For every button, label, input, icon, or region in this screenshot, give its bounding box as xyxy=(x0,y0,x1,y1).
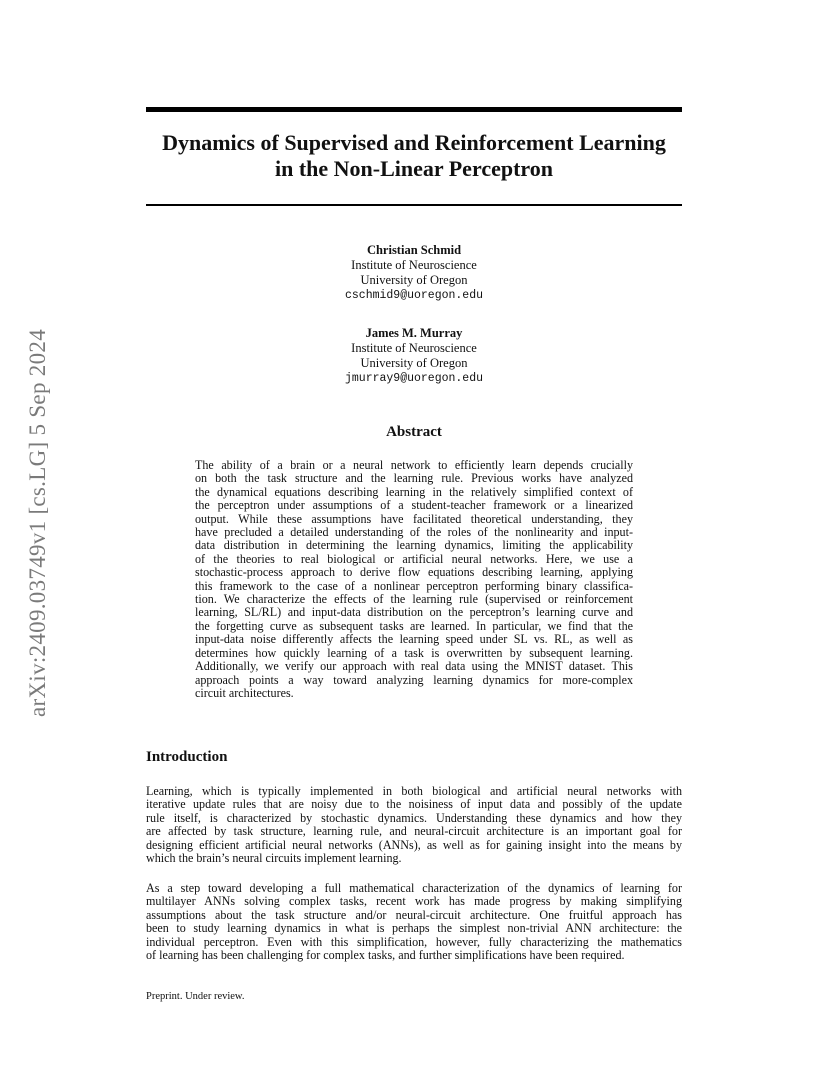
abstract-line: Additionally, we verify our approach with real data using the MNIST dataset. This xyxy=(195,659,633,674)
author-name: James M. Murray xyxy=(365,326,463,340)
abstract-line: tion. We characterize the effects of the learning rule (supervised or reinforcement xyxy=(195,592,633,607)
abstract-line: the forgetting curve as subsequent tasks are learned. In particular, we find that the xyxy=(195,618,633,633)
author-name: Christian Schmid xyxy=(366,243,462,257)
author-block xyxy=(214,243,614,303)
paragraph-line: of learning has been challenging for complex tasks, and further simplifications have been required. xyxy=(146,948,625,963)
author-university: University of Oregon xyxy=(360,273,468,287)
introduction-heading: Introduction xyxy=(146,749,228,765)
paragraph-line: iterative update rules that are noisy due to the noisiness of input data and possibly of the update xyxy=(146,797,682,812)
abstract-line: input-data noise differently affects the learning speed under SL vs. RL, as well as xyxy=(195,632,633,647)
paper-title xyxy=(146,130,682,182)
paragraph-line: designing efficient artificial neural networks (ANNs), as well as for gaining insight into the means by xyxy=(146,837,682,852)
paragraph-line: As a step toward developing a full mathematical characterization of the dynamics of learning for xyxy=(146,881,682,895)
abstract-line: of the theories to real biological or artificial neural networks. Here, we use a xyxy=(195,551,633,566)
paragraph-line: been to study learning dynamics in what is perhaps the simplest non-trivial ANN architecture: the xyxy=(146,921,682,936)
author-university: University of Oregon xyxy=(360,356,468,370)
paragraph-line: rule itself, is characterized by stochastic dynamics. Understanding these dynamics and how they xyxy=(146,810,682,825)
abstract-line: circuit architectures. xyxy=(195,685,294,700)
abstract-line: the perceptron under assumptions of a student-teacher framework or a linearized xyxy=(195,498,633,513)
abstract-heading: Abstract xyxy=(386,424,442,440)
abstract-line: have precluded a detailed understanding of the roles of the nonlinearity and input- xyxy=(195,525,633,540)
abstract-line: learning, SL/RL) and input-data distribution on the perceptron’s learning curve and xyxy=(195,605,633,620)
title-rule-top xyxy=(146,107,682,112)
abstract-line: on both the task structure and the learning rule. Previous works have analyzed xyxy=(195,471,633,486)
paragraph-line: assumptions about the task structure and/or neural-circuit architecture. One fruitful approach has xyxy=(146,907,682,922)
paragraph-line: individual perceptron. Even with this simplification, however, fully characterizing the mathematics xyxy=(146,934,682,949)
paragraph-line: Learning, which is typically implemented in both biological and artificial neural networks with xyxy=(146,784,682,798)
abstract-body xyxy=(195,459,633,700)
abstract-line: The ability of a brain or a neural network to efficiently learn depends crucially xyxy=(195,458,633,472)
author-department: Institute of Neuroscience xyxy=(351,258,477,272)
paragraph-line: multilayer ANNs solving complex tasks, recent work has made progress by making simplifying xyxy=(146,894,682,909)
abstract-line: this framework to the case of a nonlinear perceptron performing binary classifica- xyxy=(195,578,633,593)
arxiv-identifier: arXiv:2409.03749v1 [cs.LG] 5 Sep 2024 xyxy=(25,329,50,717)
introduction-paragraph xyxy=(146,882,682,962)
paragraph-line: are affected by task structure, learning rule, and neural-circuit architecture is an important goal for xyxy=(146,824,682,839)
author-email: cschmid9@uoregon.edu xyxy=(344,289,484,302)
abstract-line: data distribution in determining the learning dynamics, limiting the applicability xyxy=(195,538,633,553)
abstract-line: approach points a way toward analyzing learning dynamics for more-complex xyxy=(195,672,633,687)
abstract-line: stochastic-process approach to derive flow equations describing learning, applying xyxy=(195,565,633,580)
author-department: Institute of Neuroscience xyxy=(351,341,477,355)
abstract-line: output. While these assumptions have facilitated theoretical understanding, they xyxy=(195,511,633,526)
abstract-line: the dynamical equations describing learning in the relatively simplified context of xyxy=(195,484,633,499)
paragraph-line: which the brain’s neural circuits implement learning. xyxy=(146,851,402,866)
title-line: in the Non-Linear Perceptron xyxy=(274,156,554,181)
title-rule-bottom xyxy=(146,204,682,206)
author-email: jmurray9@uoregon.edu xyxy=(344,372,484,385)
preprint-footer: Preprint. Under review. xyxy=(146,991,245,1002)
abstract-line: determines how quickly learning of a task is overwritten by subsequent learning. xyxy=(195,645,633,660)
introduction-paragraph xyxy=(146,785,682,865)
title-line: Dynamics of Supervised and Reinforcement Learning xyxy=(162,130,666,155)
author-block xyxy=(214,326,614,386)
